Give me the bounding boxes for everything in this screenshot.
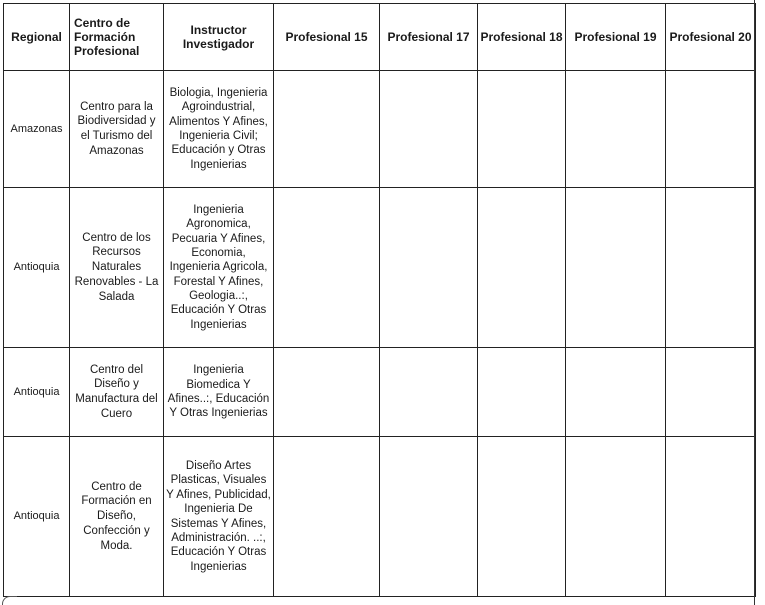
cell-profesional-19 — [566, 348, 666, 437]
table-row — [4, 188, 756, 348]
cell-profesional-17 — [380, 188, 478, 348]
cell-regional: Antioquia — [4, 437, 70, 597]
cell-instructor: Ingenieria Biomedica Y Afines..:, Educación Y Otras Ingenierias — [164, 348, 274, 437]
cell-profesional-15 — [274, 188, 380, 348]
cell-profesional-15 — [274, 437, 380, 597]
cell-profesional-15 — [274, 348, 380, 437]
cell-profesional-19 — [566, 71, 666, 188]
cell-regional: Amazonas — [4, 71, 70, 188]
cell-profesional-20 — [666, 188, 756, 348]
cell-profesional-20 — [666, 71, 756, 188]
header-profesional-20: Profesional 20 — [666, 4, 756, 71]
cell-centro: Centro para la Biodiversidad y el Turismo del Amazonas — [70, 71, 164, 188]
header-profesional-18: Profesional 18 — [478, 4, 566, 71]
cell-profesional-20 — [666, 437, 756, 597]
cell-profesional-17 — [380, 348, 478, 437]
cell-instructor: Diseño Artes Plasticas, Visuales Y Afines, Publicidad, Ingenieria De Sistemas Y Afines, Administración. ..:, Educación Y Otras Ingenierias — [164, 437, 274, 597]
table-header-row — [4, 4, 756, 71]
cell-regional: Antioquia — [4, 348, 70, 437]
table-row — [4, 348, 756, 437]
cell-centro: Centro del Diseño y Manufactura del Cuero — [70, 348, 164, 437]
cell-profesional-18 — [478, 348, 566, 437]
table-row — [4, 71, 756, 188]
header-profesional-15: Profesional 15 — [274, 4, 380, 71]
header-instructor: Instructor Investigador — [164, 4, 274, 71]
cell-profesional-18 — [478, 437, 566, 597]
table-row — [4, 437, 756, 597]
cell-profesional-20 — [666, 348, 756, 437]
cell-profesional-19 — [566, 437, 666, 597]
header-regional: Regional — [4, 4, 70, 71]
cell-profesional-18 — [478, 71, 566, 188]
header-profesional-19: Profesional 19 — [566, 4, 666, 71]
cell-instructor: Ingenieria Agronomica, Pecuaria Y Afines, Economia, Ingenieria Agricola, Forestal Y Afines, Geologia..:, Educación Y Otras Ingenierias — [164, 188, 274, 348]
profesionales-table — [3, 3, 756, 597]
header-centro: Centro de Formación Profesional — [70, 4, 164, 71]
cell-profesional-18 — [478, 188, 566, 348]
header-profesional-17: Profesional 17 — [380, 4, 478, 71]
cell-centro: Centro de los Recursos Naturales Renovables - La Salada — [70, 188, 164, 348]
cell-profesional-15 — [274, 71, 380, 188]
cell-profesional-19 — [566, 188, 666, 348]
scan-artifact — [2, 596, 17, 605]
page-edge-line — [754, 0, 755, 605]
cell-instructor: Biologia, Ingenieria Agroindustrial, Alimentos Y Afines, Ingenieria Civil; Educación y Otras Ingenierias — [164, 71, 274, 188]
cell-regional: Antioquia — [4, 188, 70, 348]
cell-profesional-17 — [380, 437, 478, 597]
cell-profesional-17 — [380, 71, 478, 188]
cell-centro: Centro de Formación en Diseño, Confección y Moda. — [70, 437, 164, 597]
